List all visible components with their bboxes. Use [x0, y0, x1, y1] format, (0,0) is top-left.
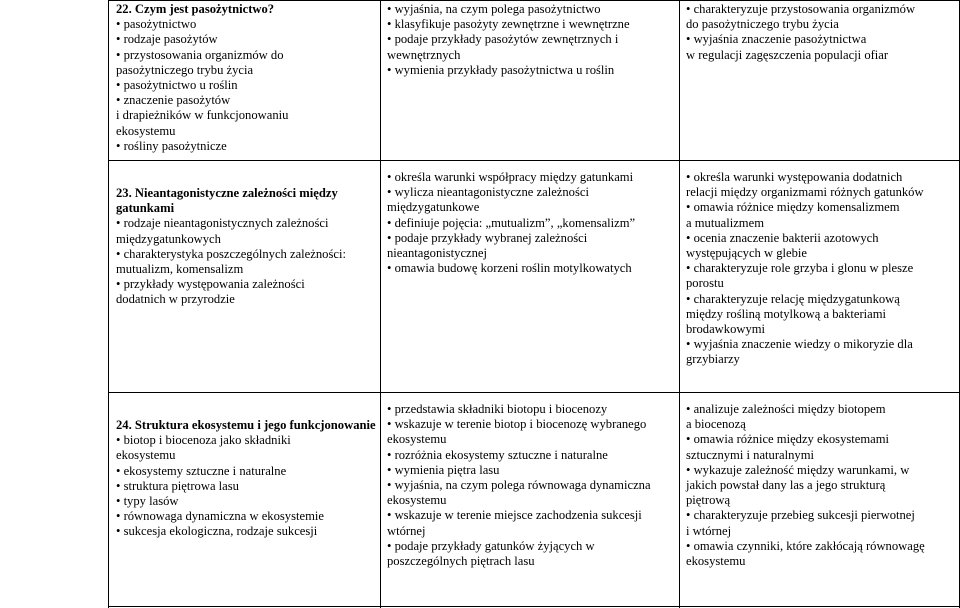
list-item-continued: w regulacji zagęszczenia populacji ofiar	[686, 47, 889, 62]
list-item-continued: ekosystemu	[387, 493, 447, 508]
list-item: • pasożytnictwo	[116, 17, 376, 32]
list-item: • wykazuje zależność między warunkami, w	[686, 463, 958, 478]
list-item: • ekosystemy sztuczne i naturalne	[116, 464, 376, 479]
topic-list	[116, 216, 376, 307]
list-item: • rodzaje pasożytów	[116, 32, 376, 47]
list-item-continued: poszczególnych piętrach lasu	[387, 554, 535, 569]
list-item-continued: ekosystemu	[686, 554, 746, 569]
list-item: • wskazuje w terenie miejsce zachodzenia sukcesji	[387, 508, 677, 523]
requirements-basic-24	[387, 402, 677, 569]
list-item: • pasożytnictwo u roślin	[116, 78, 376, 93]
requirements-basic-23	[387, 170, 677, 276]
list-item-continued: i wtórnej	[686, 523, 732, 538]
list-item-continued: brodawkowymi	[686, 322, 766, 337]
list-item: • wyjaśnia, na czym polega równowaga dynamiczna	[387, 478, 677, 493]
requirements-list	[387, 170, 677, 276]
list-item-continued: do pasożytniczego trybu życia	[686, 17, 839, 32]
requirements-list	[387, 402, 677, 569]
list-item: • klasyfikuje pasożyty zewnętrzne i wewnętrzne	[387, 17, 677, 32]
requirements-extended-24	[686, 402, 958, 569]
list-item: • omawia różnice między ekosystemami	[686, 432, 958, 447]
list-item: • wyjaśnia znaczenie wiedzy o mikoryzie dla	[686, 337, 958, 352]
list-item: • wyjaśnia, na czym polega pasożytnictwo	[387, 2, 677, 17]
list-item-continued: i drapieżników w funkcjonowaniu	[116, 108, 289, 123]
list-item-continued: piętrową	[686, 493, 731, 508]
list-item-continued: dodatnich w przyrodzie	[116, 292, 235, 307]
list-item: • podaje przykłady pasożytów zewnętrznych i	[387, 32, 677, 47]
list-item-continued: międzygatunkowe	[387, 200, 480, 215]
list-item: • podaje przykłady wybranej zależności	[387, 231, 677, 246]
list-item-continued: występujących w glebie	[686, 246, 807, 261]
list-item: • ocenia znaczenie bakterii azotowych	[686, 231, 958, 246]
list-item-continued: grzybiarzy	[686, 352, 740, 367]
topic-list	[116, 433, 376, 539]
list-item: • omawia budowę korzeni roślin motylkowatych	[387, 261, 677, 276]
table-border	[108, 0, 960, 1]
requirements-basic-22	[387, 2, 677, 78]
list-item-continued: porostu	[686, 276, 724, 291]
list-item: • definiuje pojęcia: „mutualizm”, „komensalizm”	[387, 216, 677, 231]
list-item: • przedstawia składniki biotopu i biocenozy	[387, 402, 677, 417]
list-item: • równowaga dynamiczna w ekosystemie	[116, 509, 376, 524]
list-item-continued: nieantagonistycznej	[387, 246, 488, 261]
list-item: • wylicza nieantagonistyczne zależności	[387, 185, 677, 200]
list-item-continued: mutualizm, komensalizm	[116, 262, 244, 277]
list-item-continued: między rośliną motylkową a bakteriami	[686, 306, 887, 321]
list-item: • wymienia piętra lasu	[387, 463, 677, 478]
requirements-extended-23	[686, 170, 958, 368]
list-item-continued: wewnętrznych	[387, 47, 461, 62]
topic-title: 24. Struktura ekosystemu i jego funkcjonowanie	[116, 418, 376, 432]
topic-cell-24	[116, 418, 376, 540]
list-item: • rodzaje nieantagonistycznych zależności	[116, 216, 376, 231]
table-border	[679, 0, 680, 608]
list-item: • omawia różnice między komensalizmem	[686, 200, 958, 215]
list-item: • określa warunki współpracy między gatunkami	[387, 170, 677, 185]
list-item: • określa warunki występowania dodatnich	[686, 170, 958, 185]
list-item: • podaje przykłady gatunków żyjących w	[387, 539, 677, 554]
list-item: • charakteryzuje relację międzygatunkową	[686, 292, 958, 307]
requirements-list	[686, 170, 958, 368]
list-item: • wymienia przykłady pasożytnictwa u roślin	[387, 63, 677, 78]
list-item-continued: międzygatunkowych	[116, 231, 221, 246]
list-item: • charakterystyka poszczególnych zależności:	[116, 247, 376, 262]
table-border	[108, 0, 109, 608]
list-item: • struktura piętrowa lasu	[116, 479, 376, 494]
list-item: • biotop i biocenoza jako składniki	[116, 433, 376, 448]
list-item: • analizuje zależności między biotopem	[686, 402, 958, 417]
table-border	[108, 606, 960, 607]
requirements-list	[686, 2, 958, 63]
list-item: • wskazuje w terenie biotop i biocenozę wybranego	[387, 417, 677, 432]
table-border	[108, 160, 960, 161]
list-item: • charakteryzuje role grzyba i glonu w plesze	[686, 261, 958, 276]
requirements-list	[387, 2, 677, 78]
list-item: • przystosowania organizmów do	[116, 48, 376, 63]
list-item: • przykłady występowania zależności	[116, 277, 376, 292]
list-item-continued: a biocenozą	[686, 417, 746, 432]
list-item-continued: pasożytniczego trybu życia	[116, 62, 254, 77]
topic-cell-23	[116, 186, 376, 308]
list-item: • rośliny pasożytnicze	[116, 139, 376, 154]
list-item: • omawia czynniki, które zakłócają równowagę	[686, 539, 958, 554]
list-item: • charakteryzuje przebieg sukcesji pierwotnej	[686, 508, 958, 523]
list-item: • sukcesja ekologiczna, rodzaje sukcesji	[116, 524, 376, 539]
topic-list	[116, 17, 376, 154]
list-item: • wyjaśnia znaczenie pasożytnictwa	[686, 32, 958, 47]
table-border	[380, 0, 381, 608]
table-border	[108, 392, 960, 393]
requirements-list	[686, 402, 958, 569]
list-item-continued: relacji między organizmami różnych gatunków	[686, 185, 924, 200]
list-item-continued: a mutualizmem	[686, 215, 764, 230]
list-item-continued: sztucznymi i naturalnymi	[686, 447, 815, 462]
list-item-continued: jakich powstał dany las a jego strukturą	[686, 478, 886, 493]
list-item-continued: ekosystemu	[116, 123, 176, 138]
topic-title: 22. Czym jest pasożytnictwo?	[116, 2, 275, 16]
list-item: • typy lasów	[116, 494, 376, 509]
list-item: • charakteryzuje przystosowania organizmów	[686, 2, 958, 17]
list-item-continued: ekosystemu	[116, 448, 176, 463]
requirements-extended-22	[686, 2, 958, 63]
topic-cell-22	[116, 2, 376, 154]
list-item-continued: ekosystemu	[387, 432, 447, 447]
topic-title: 23. Nieantagonistyczne zależności między gatunkami	[116, 186, 338, 216]
list-item: • znaczenie pasożytów	[116, 93, 376, 108]
list-item: • rozróżnia ekosystemy sztuczne i naturalne	[387, 448, 677, 463]
list-item-continued: wtórnej	[387, 523, 426, 538]
